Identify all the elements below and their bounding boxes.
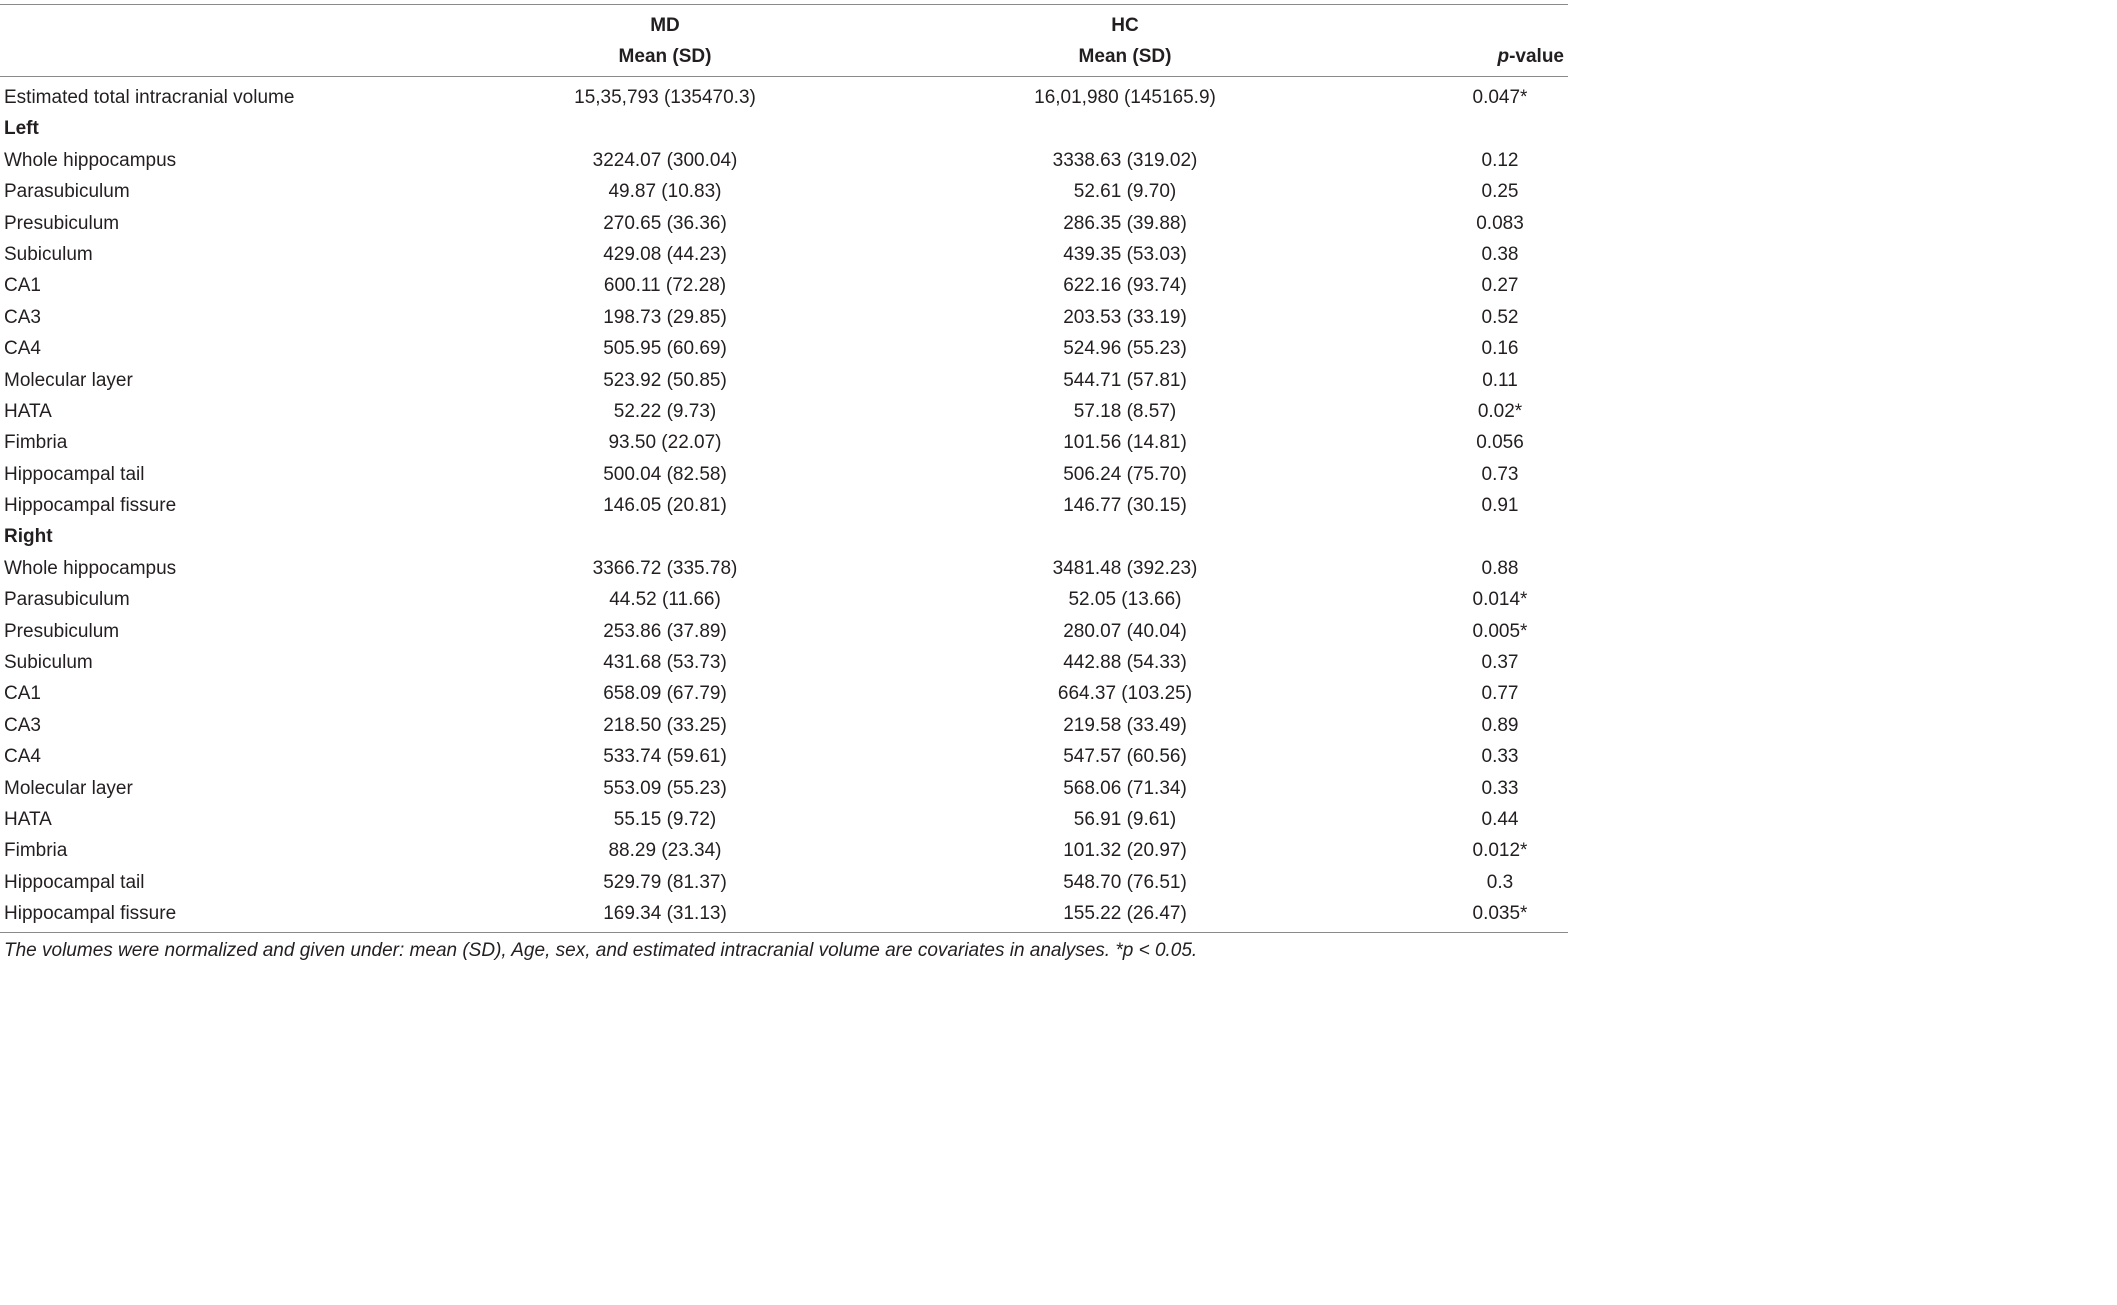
table-row [0, 176, 1568, 207]
p-value: 0.014* [1472, 589, 1528, 611]
p-value: 0.27 [1481, 275, 1519, 297]
p-value: 0.11 [1482, 369, 1518, 391]
row-label: Parasubiculum [4, 589, 130, 611]
table-row [0, 302, 1568, 333]
table-row [0, 239, 1568, 270]
p-value: 0.77 [1481, 683, 1519, 705]
hc-value: 442.88 (54.33) [1063, 652, 1187, 674]
hc-value: 203.53 (33.19) [1063, 306, 1187, 328]
table-footnote: The volumes were normalized and given under: mean (SD), Age, sex, and estimated intracranial volume are covariates in analyses. *p < 0.05. [4, 940, 1198, 961]
section-row [0, 113, 1568, 144]
p-value: 0.16 [1481, 338, 1519, 360]
table-row [0, 553, 1568, 584]
md-value: 3366.72 (335.78) [592, 557, 738, 579]
md-value: 431.68 (53.73) [603, 652, 727, 674]
header-p-value [1497, 41, 1564, 72]
p-value: 0.37 [1481, 652, 1519, 674]
row-label: Molecular layer [4, 777, 133, 799]
section-label: Right [4, 526, 53, 548]
p-value: 0.52 [1481, 306, 1519, 328]
hc-value: 52.61 (9.70) [1073, 181, 1177, 203]
row-label: Whole hippocampus [4, 149, 177, 171]
row-label: HATA [4, 400, 52, 422]
p-value: 0.005* [1472, 620, 1528, 642]
p-value: 0.33 [1481, 777, 1519, 799]
hc-value: 506.24 (75.70) [1063, 463, 1187, 485]
md-value: 93.50 (22.07) [608, 432, 722, 454]
row-label: Presubiculum [4, 212, 120, 234]
md-value: 270.65 (36.36) [603, 212, 727, 234]
p-value: 0.3 [1486, 871, 1514, 893]
md-value: 533.74 (59.61) [603, 746, 727, 768]
row-label: Subiculum [4, 652, 93, 674]
table-header-rule [0, 76, 1568, 77]
p-value: 0.083 [1476, 212, 1524, 234]
header-hc-group: HC [1111, 15, 1139, 36]
p-value: 0.89 [1481, 714, 1519, 736]
md-value: 500.04 (82.58) [603, 463, 727, 485]
md-value: 55.15 (9.72) [613, 808, 717, 830]
p-value: 0.12 [1481, 149, 1519, 171]
row-label: CA4 [4, 338, 41, 360]
table-row [0, 490, 1568, 521]
header-hc-stat: Mean (SD) [1078, 46, 1172, 67]
row-label: CA1 [4, 683, 41, 705]
hc-value: 547.57 (60.56) [1063, 746, 1187, 768]
hc-value: 280.07 (40.04) [1063, 620, 1187, 642]
hc-value: 101.32 (20.97) [1063, 840, 1187, 862]
hc-value: 568.06 (71.34) [1063, 777, 1187, 799]
row-label: Fimbria [4, 840, 68, 862]
row-label: Hippocampal fissure [4, 495, 177, 517]
hc-value: 439.35 (53.03) [1063, 243, 1187, 265]
table-row [0, 459, 1568, 490]
table-row [0, 616, 1568, 647]
hc-value: 52.05 (13.66) [1068, 589, 1182, 611]
table-row [0, 145, 1568, 176]
row-label: CA1 [4, 275, 41, 297]
table-row [0, 647, 1568, 678]
hc-value: 219.58 (33.49) [1063, 714, 1187, 736]
row-label: Whole hippocampus [4, 557, 177, 579]
hc-value: 155.22 (26.47) [1063, 903, 1187, 925]
hc-value: 16,01,980 (145165.9) [1034, 87, 1216, 108]
table-bottom-rule [0, 932, 1568, 933]
table-row [0, 427, 1568, 458]
table-header [0, 8, 1568, 74]
md-value: 553.09 (55.23) [603, 777, 727, 799]
row-label: Estimated total intracranial volume [4, 87, 295, 108]
row-label: Subiculum [4, 243, 93, 265]
row-label: Presubiculum [4, 620, 120, 642]
table-body [0, 82, 1568, 930]
row-label: Hippocampal tail [4, 871, 145, 893]
table-row [0, 710, 1568, 741]
table-row [0, 584, 1568, 615]
row-label: Hippocampal tail [4, 463, 145, 485]
hc-value: 664.37 (103.25) [1057, 683, 1193, 705]
table-row [0, 365, 1568, 396]
hc-value: 3338.63 (319.02) [1052, 149, 1198, 171]
md-value: 49.87 (10.83) [608, 181, 722, 203]
table-row [0, 741, 1568, 772]
table-row [0, 270, 1568, 301]
md-value: 52.22 (9.73) [613, 400, 717, 422]
row-label: CA3 [4, 714, 41, 736]
p-value: 0.02* [1477, 400, 1523, 422]
header-p-rest: -value [1509, 46, 1564, 67]
table-row [0, 678, 1568, 709]
p-value: 0.44 [1481, 808, 1519, 830]
table-row [0, 898, 1568, 929]
row-label: CA4 [4, 746, 41, 768]
table-row [0, 208, 1568, 239]
p-value: 0.035* [1472, 903, 1528, 925]
hc-value: 101.56 (14.81) [1063, 432, 1187, 454]
header-md-group: MD [650, 15, 680, 36]
p-value: 0.012* [1472, 840, 1528, 862]
hc-value: 56.91 (9.61) [1073, 808, 1177, 830]
md-value: 658.09 (67.79) [603, 683, 727, 705]
table-row [0, 396, 1568, 427]
md-value: 429.08 (44.23) [603, 243, 727, 265]
md-value: 198.73 (29.85) [603, 306, 727, 328]
table-top-rule [0, 4, 1568, 5]
hc-value: 146.77 (30.15) [1063, 495, 1187, 517]
p-value: 0.91 [1481, 495, 1519, 517]
p-value: 0.88 [1481, 557, 1519, 579]
row-label: Molecular layer [4, 369, 133, 391]
table-row [0, 82, 1568, 113]
hc-value: 622.16 (93.74) [1063, 275, 1187, 297]
p-value: 0.047* [1472, 87, 1528, 108]
table-row [0, 333, 1568, 364]
row-label: CA3 [4, 306, 41, 328]
md-value: 529.79 (81.37) [603, 871, 727, 893]
hc-value: 57.18 (8.57) [1073, 400, 1177, 422]
hc-value: 524.96 (55.23) [1063, 338, 1187, 360]
row-label: Hippocampal fissure [4, 903, 177, 925]
section-label: Left [4, 118, 39, 140]
md-value: 15,35,793 (135470.3) [574, 87, 756, 108]
table-row [0, 835, 1568, 866]
hc-value: 286.35 (39.88) [1063, 212, 1187, 234]
table-row [0, 804, 1568, 835]
header-p-italic: p [1497, 46, 1510, 67]
p-value: 0.056 [1476, 432, 1524, 454]
md-value: 505.95 (60.69) [603, 338, 727, 360]
row-label: Parasubiculum [4, 181, 130, 203]
table-row [0, 773, 1568, 804]
p-value: 0.38 [1481, 243, 1519, 265]
md-value: 3224.07 (300.04) [592, 149, 738, 171]
md-value: 169.34 (31.13) [603, 903, 727, 925]
p-value: 0.33 [1481, 746, 1519, 768]
hc-value: 3481.48 (392.23) [1052, 557, 1198, 579]
md-value: 253.86 (37.89) [603, 620, 727, 642]
md-value: 523.92 (50.85) [603, 369, 727, 391]
row-label: HATA [4, 808, 52, 830]
p-value: 0.73 [1481, 463, 1519, 485]
md-value: 218.50 (33.25) [603, 714, 727, 736]
header-md-stat: Mean (SD) [618, 46, 712, 67]
p-value: 0.25 [1481, 181, 1519, 203]
hc-value: 544.71 (57.81) [1063, 369, 1187, 391]
header-md [540, 10, 790, 72]
md-value: 146.05 (20.81) [603, 495, 727, 517]
row-label: Fimbria [4, 432, 68, 454]
section-row [0, 521, 1568, 552]
md-value: 88.29 (23.34) [608, 840, 722, 862]
hc-value: 548.70 (76.51) [1063, 871, 1187, 893]
md-value: 44.52 (11.66) [609, 589, 721, 611]
header-hc [1000, 10, 1250, 72]
md-value: 600.11 (72.28) [603, 275, 727, 297]
table-row [0, 867, 1568, 898]
